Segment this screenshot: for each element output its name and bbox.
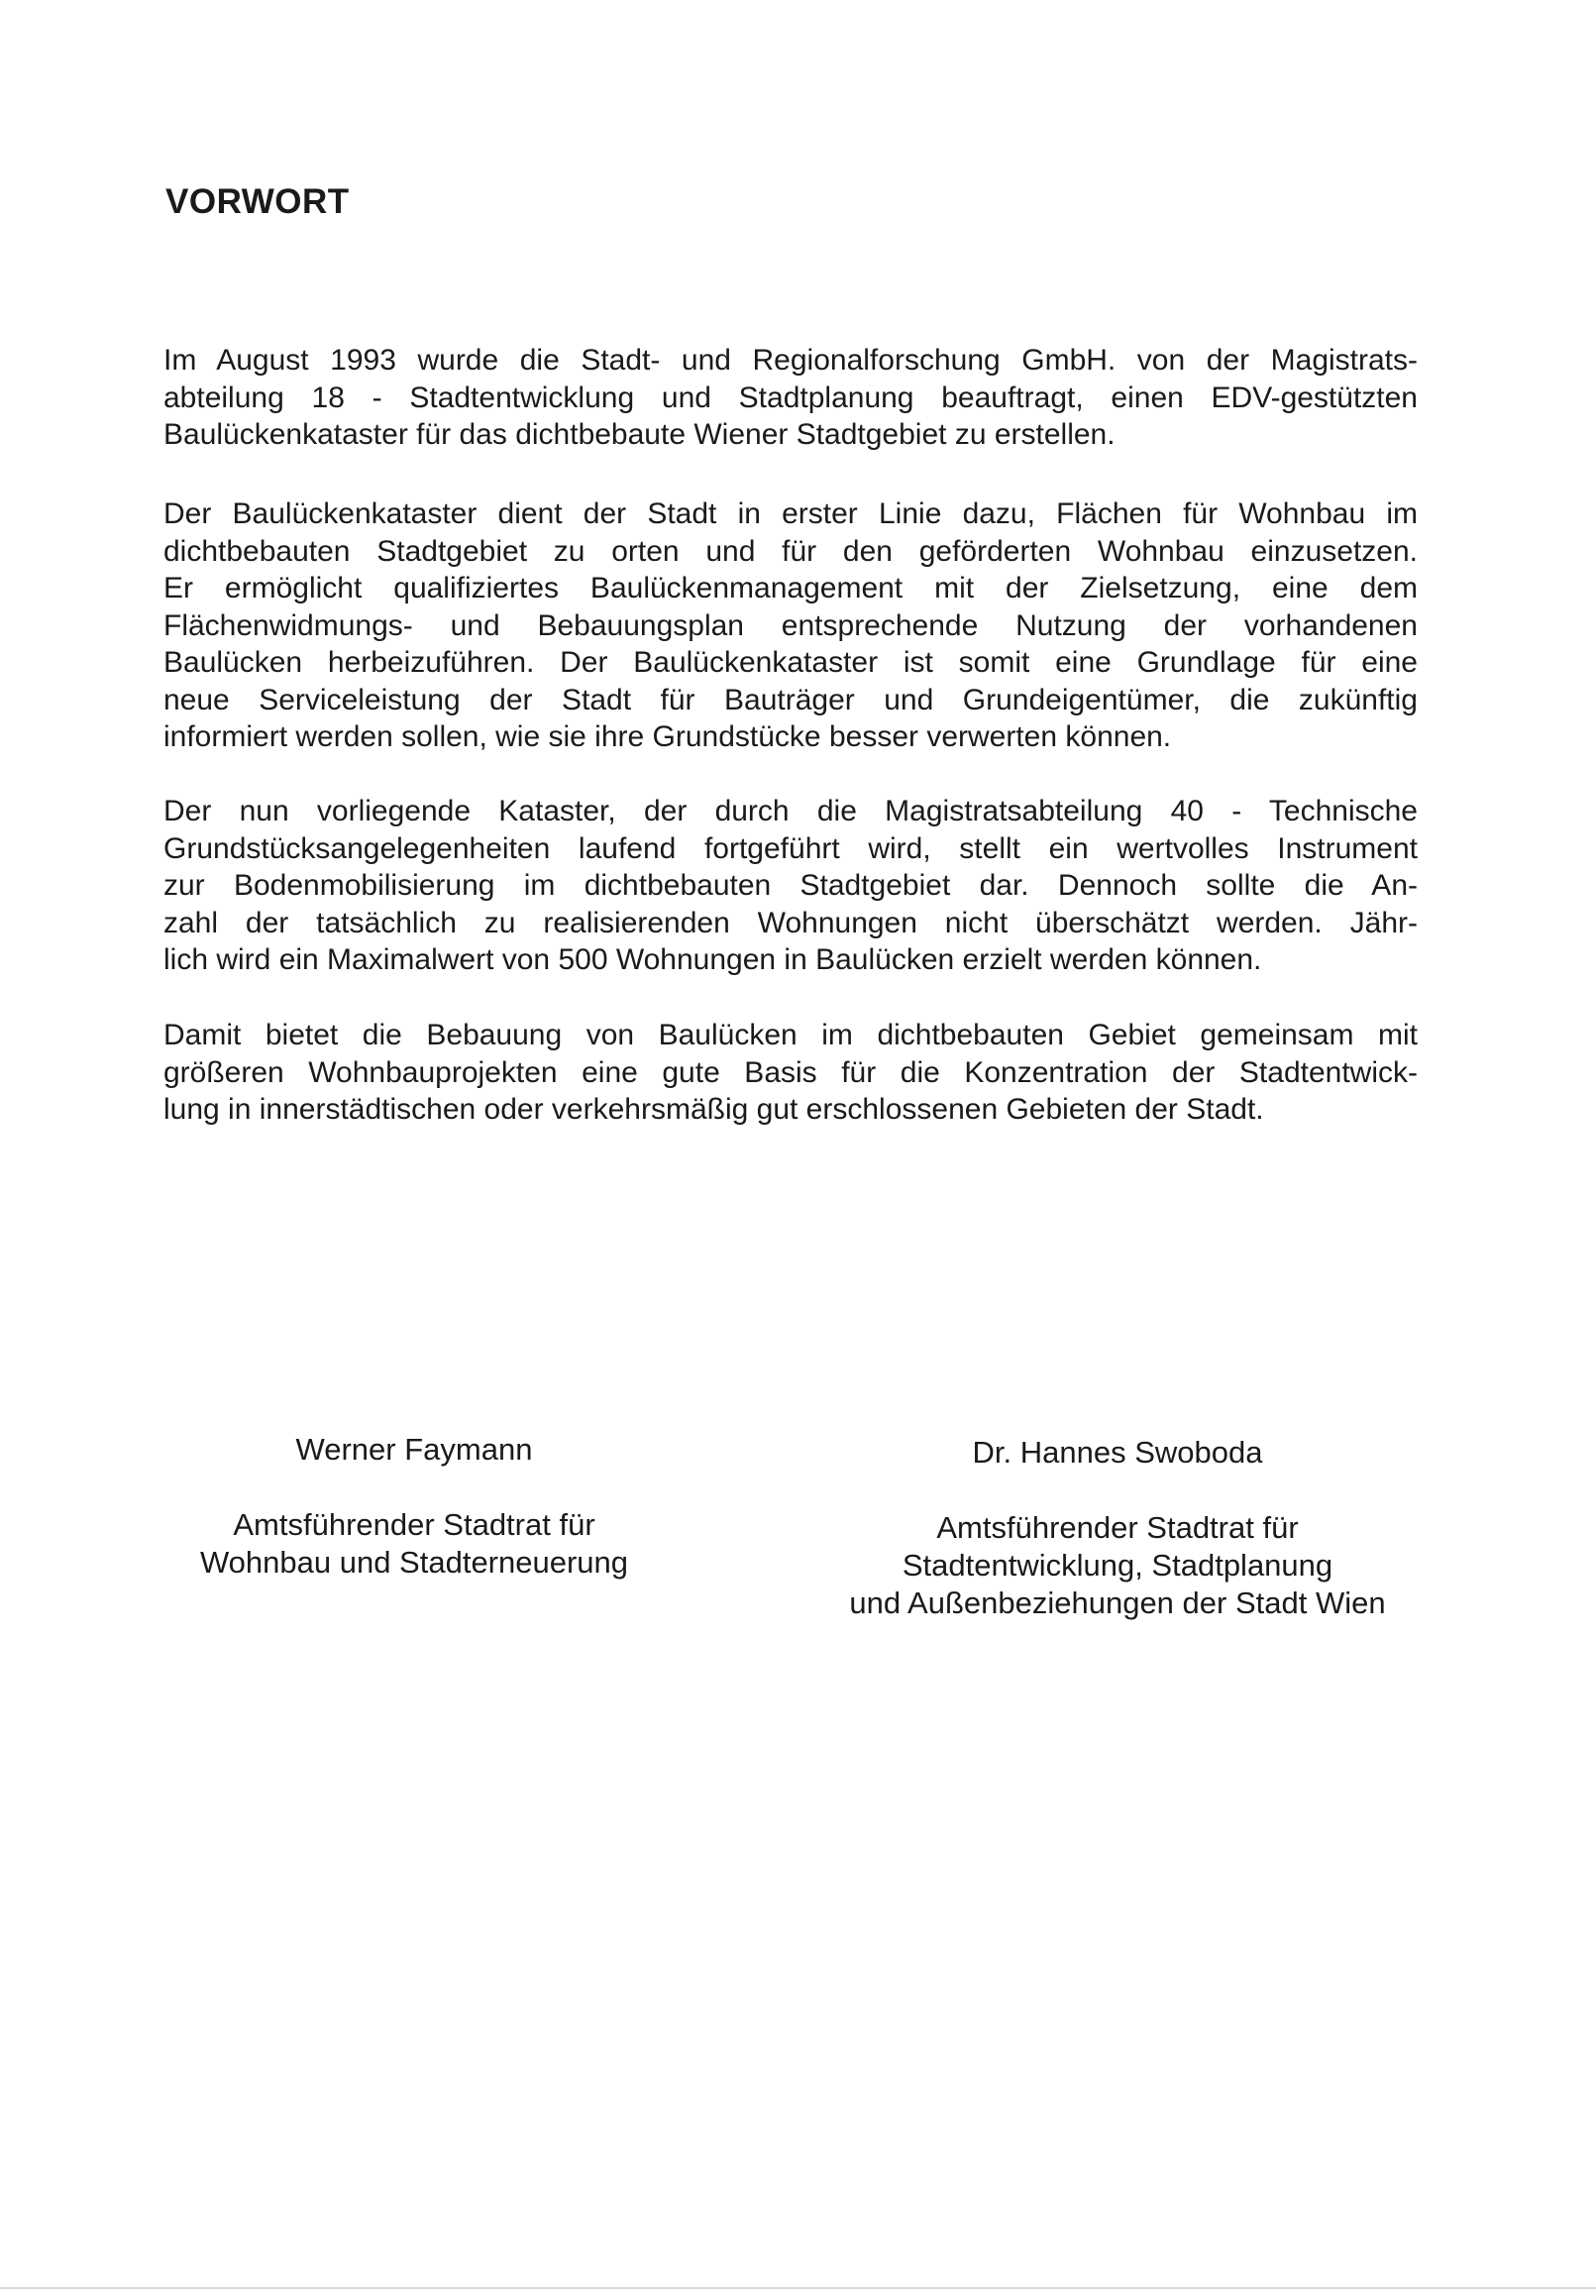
text-line: größeren Wohnbauprojekten eine gute Basis für die Konzentration der Stadtentwick- xyxy=(163,1055,1418,1089)
paragraph-4 xyxy=(163,1017,1418,1129)
signatory-role-line: Amtsführender Stadtrat für xyxy=(936,1510,1299,1545)
text-line: Er ermöglicht qualifiziertes Baulückenmanagement mit der Zielsetzung, eine dem xyxy=(163,572,1418,604)
text-line: Baulückenkataster für das dichtbebaute Wiener Stadtgebiet zu erstellen. xyxy=(163,418,1116,451)
text-line: Der Baulückenkataster dient der Stadt in erster Linie dazu, Flächen für Wohnbau im xyxy=(163,497,1418,530)
signatory-role-line: Wohnbau und Stadterneuerung xyxy=(199,1545,629,1580)
page-title: VORWORT xyxy=(165,182,350,221)
text-line: dichtbebauten Stadtgebiet zu orten und für den geförderten Wohnbau einzusetzen. xyxy=(163,534,1418,568)
paragraph-2 xyxy=(163,495,1418,756)
text-line: informiert werden sollen, wie sie ihre Grundstücke besser verwerten können. xyxy=(163,720,1172,753)
text-line: neue Serviceleistung der Stadt für Bauträger und Grundeigentümer, die zukünftig xyxy=(163,683,1418,716)
paragraph-1 xyxy=(163,342,1418,454)
signatory-role-line: und Außenbeziehungen der Stadt Wien xyxy=(849,1585,1386,1620)
text-line: Der nun vorliegende Kataster, der durch die Magistratsabteilung 40 - Technische xyxy=(163,795,1418,827)
text-line: zur Bodenmobilisierung im dichtbebauten Stadtgebiet dar. Dennoch sollte die An- xyxy=(163,869,1418,902)
text-line: Baulücken herbeizuführen. Der Baulückenkataster ist somit eine Grundlage für eine xyxy=(163,646,1418,679)
signatory-swoboda xyxy=(820,1434,1415,1622)
text-line: Flächenwidmungs- und Bebauungsplan entsprechende Nutzung der vorhandenen xyxy=(163,608,1418,642)
text-line: Grundstücksangelegenheiten laufend fortgeführt wird, stellt ein wertvolles Instrument xyxy=(163,831,1418,865)
signatory-role-line: Stadtentwicklung, Stadtplanung xyxy=(902,1548,1333,1583)
text-line: Im August 1993 wurde die Stadt- und Regionalforschung GmbH. von der Magistrats- xyxy=(163,344,1418,377)
text-line: lich wird ein Maximalwert von 500 Wohnungen in Baulücken erzielt werden können. xyxy=(163,943,1262,976)
scan-edge-divider xyxy=(0,2287,1596,2289)
text-line: Damit bietet die Bebauung von Baulücken im dichtbebauten Gebiet gemeinsam mit xyxy=(163,1019,1418,1051)
text-line: abteilung 18 - Stadtentwicklung und Stadtplanung beauftragt, einen EDV-gestützten xyxy=(163,381,1418,414)
text-line: lung in innerstädtischen oder verkehrsmäßig gut erschlossenen Gebieten der Stadt. xyxy=(163,1093,1264,1126)
signatory-name: Dr. Hannes Swoboda xyxy=(972,1435,1263,1470)
signatory-faymann xyxy=(166,1431,662,1582)
paragraph-3 xyxy=(163,793,1418,979)
signatory-name: Werner Faymann xyxy=(295,1432,533,1467)
text-line: zahl der tatsächlich zu realisierenden Wohnungen nicht überschätzt werden. Jähr- xyxy=(163,906,1418,939)
signatory-role-line: Amtsführender Stadtrat für xyxy=(233,1507,595,1542)
